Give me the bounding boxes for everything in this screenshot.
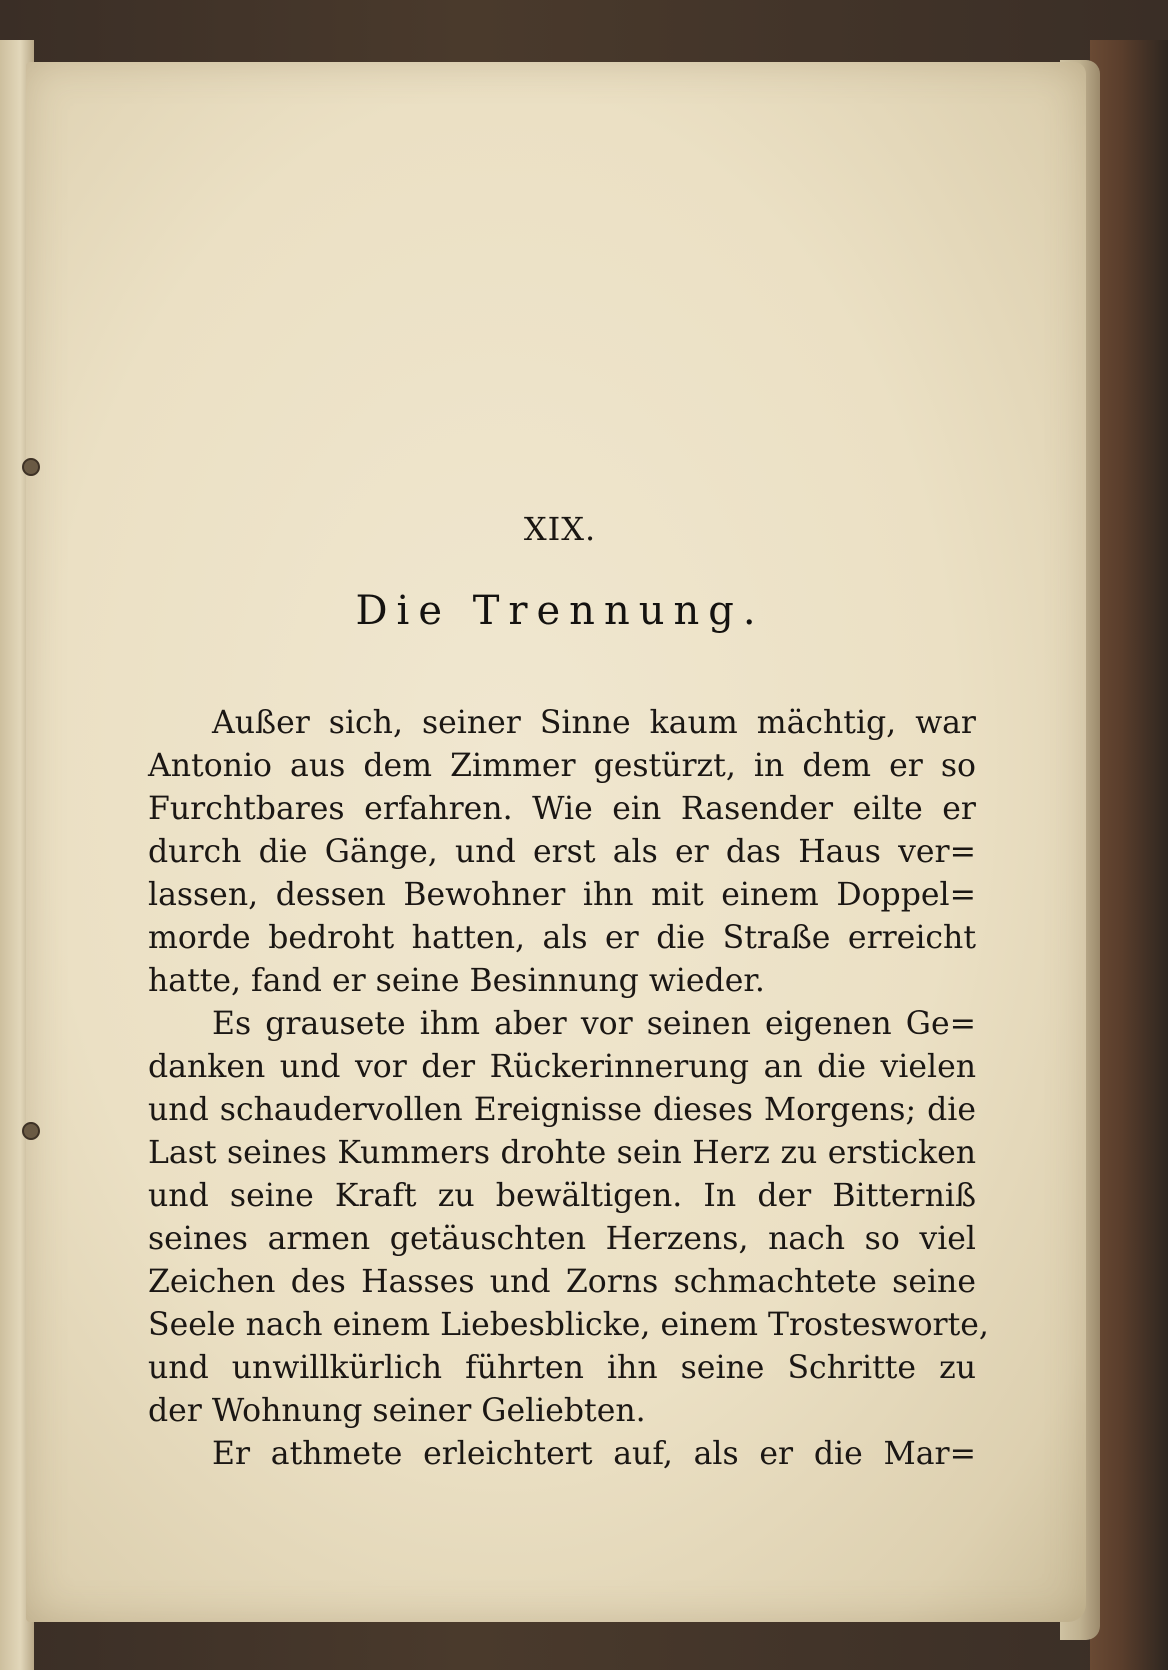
body-text bbox=[148, 702, 989, 1476]
text-line: Außer sich, seiner Sinne kaum mächtig, war bbox=[212, 705, 976, 741]
text-line: hatte, fand er seine Besinnung wieder. bbox=[148, 963, 765, 999]
text-line: lassen, dessen Bewohner ihn mit einem Doppel= bbox=[148, 877, 976, 913]
text-line: Er athmete erleichtert auf, als er die Mar= bbox=[212, 1436, 976, 1472]
text-line: und schaudervollen Ereignisse dieses Morgens; die bbox=[148, 1092, 976, 1128]
chapter-number: XIX. bbox=[523, 510, 597, 548]
text-line: morde bedroht hatten, als er die Straße erreicht bbox=[148, 920, 976, 956]
text-line: Seele nach einem Liebesblicke, einem Trostesworte, bbox=[148, 1307, 989, 1343]
text-line: Antonio aus dem Zimmer gestürzt, in dem er so bbox=[148, 748, 976, 784]
text-line: der Wohnung seiner Geliebten. bbox=[148, 1393, 646, 1429]
text-line: Furchtbares erfahren. Wie ein Rasender eilte er bbox=[148, 791, 976, 827]
text-line: Zeichen des Hasses und Zorns schmachtete seine bbox=[148, 1264, 976, 1300]
text-line: seines armen getäuschten Herzens, nach so viel bbox=[148, 1221, 976, 1257]
text-line: danken und vor der Rückerinnerung an die vielen bbox=[148, 1049, 976, 1085]
show-through-texture bbox=[126, 142, 1006, 562]
text-line: und unwillkürlich führten ihn seine Schritte zu bbox=[148, 1350, 976, 1386]
text-line: durch die Gänge, und erst als er das Haus ver= bbox=[148, 834, 976, 870]
text-line: und seine Kraft zu bewältigen. In der Bitterniß bbox=[148, 1178, 976, 1214]
book-cover-edge bbox=[1090, 40, 1168, 1670]
binding-hole bbox=[22, 458, 40, 476]
text-line: Last seines Kummers drohte sein Herz zu ersticken bbox=[148, 1135, 976, 1171]
binding-hole bbox=[22, 1122, 40, 1140]
chapter-title: Die Trennung. bbox=[355, 588, 765, 634]
text-line: Es grausete ihm aber vor seinen eigenen Ge= bbox=[212, 1006, 976, 1042]
